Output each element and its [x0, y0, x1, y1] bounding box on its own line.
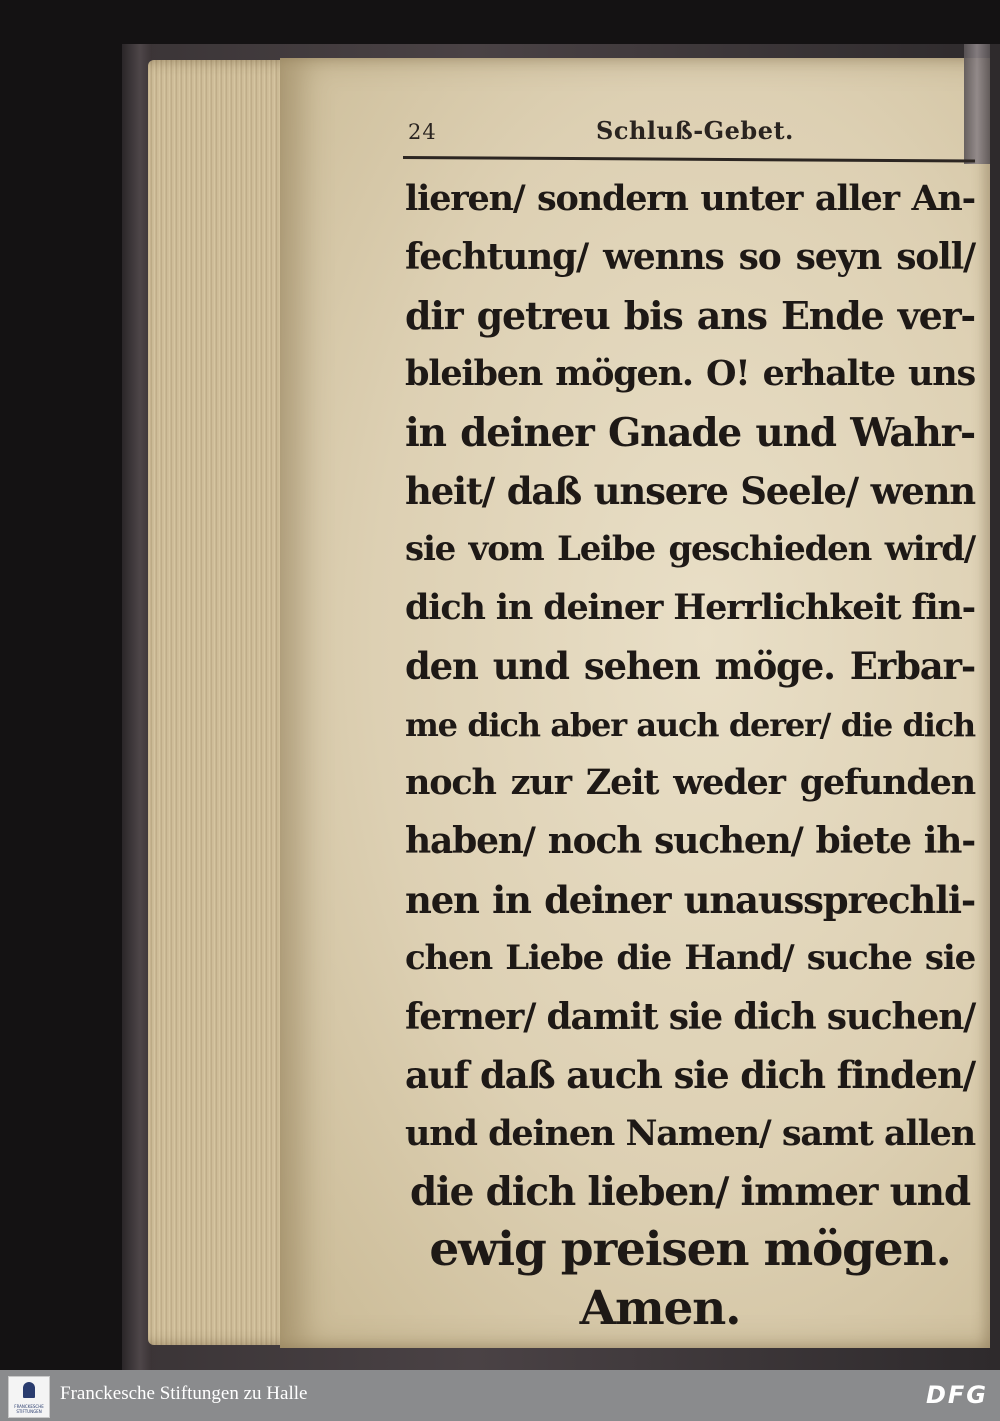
- text-line: nen in deiner unaussprechli-: [405, 877, 975, 922]
- dfg-logo[interactable]: DFG: [925, 1381, 988, 1409]
- text-line: fechtung/ wenns so seyn soll/: [405, 236, 975, 279]
- text-line: den und sehen möge. Erbar-: [405, 644, 975, 689]
- page-number: 24: [408, 120, 437, 144]
- text-line: dich in deiner Herrlichkeit fin-: [405, 586, 975, 628]
- logo-emblem-icon: [23, 1382, 35, 1398]
- logo-text: FRANCKESCHE STIFTUNGEN: [14, 1404, 44, 1414]
- text-line: haben/ noch suchen/ biete ih-: [405, 820, 975, 863]
- text-line: dir getreu bis ans Ende ver-: [405, 292, 975, 338]
- text-line: chen Liebe die Hand/ suche sie: [405, 938, 975, 979]
- text-line: me dich aber auch derer/ die dich: [405, 705, 975, 744]
- closing-line: die dich lieben/ immer und: [409, 1168, 970, 1215]
- text-line: noch zur Zeit weder gefunden: [405, 762, 975, 804]
- text-line: lieren/ sondern unter aller An-: [405, 178, 975, 219]
- text-line: bleiben mögen. O! erhalte uns: [405, 353, 975, 395]
- amen-line: Amen.: [579, 1280, 741, 1336]
- text-line: ferner/ damit sie dich suchen/: [405, 995, 976, 1038]
- footer-bar: [0, 1370, 1000, 1421]
- institution-logo[interactable]: [8, 1376, 50, 1418]
- text-line: und deinen Namen/ samt allen: [405, 1112, 975, 1154]
- prayer-text: [405, 170, 975, 1338]
- text-line: sie vom Leibe geschieden wird/: [405, 529, 975, 570]
- institution-name[interactable]: Franckesche Stiftungen zu Halle: [60, 1383, 308, 1404]
- text-line: auf daß auch sie dich finden/: [405, 1053, 975, 1098]
- bookmark-ribbon: [964, 44, 990, 164]
- text-line: in deiner Gnade und Wahr-: [405, 409, 975, 456]
- text-line: heit/ daß unsere Seele/ wenn: [405, 469, 975, 514]
- closing-line: ewig preisen mögen.: [429, 1222, 951, 1278]
- running-head: Schluß-Gebet.: [596, 116, 794, 145]
- page-edges: [148, 60, 298, 1345]
